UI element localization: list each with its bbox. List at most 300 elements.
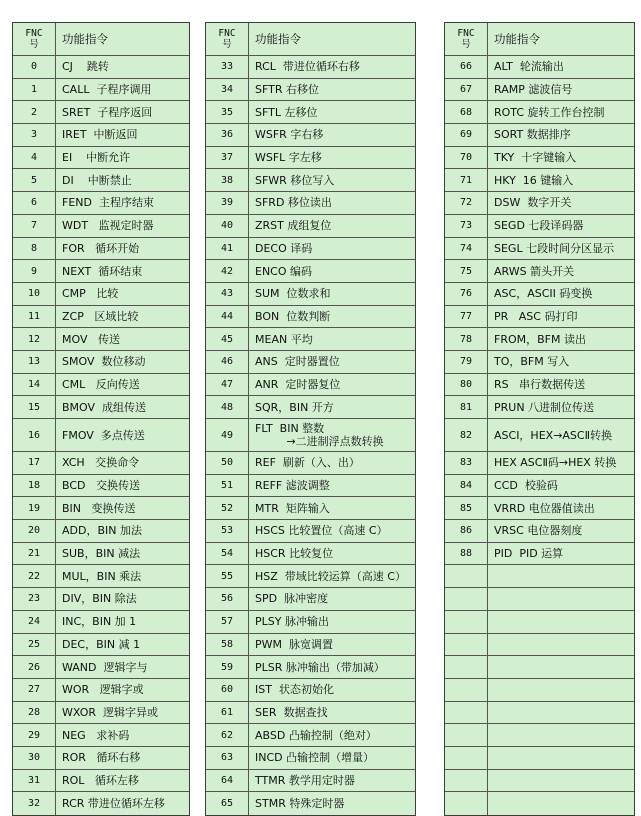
fnc-number: 61	[206, 702, 249, 724]
function-instruction: ASC，ASCII 码变换	[494, 287, 593, 301]
fnc-number: 59	[206, 656, 249, 678]
function-instruction: DIV，BIN 除法	[62, 592, 137, 606]
fnc-number: 24	[13, 611, 56, 633]
fnc-number	[445, 679, 488, 701]
table-row	[206, 543, 415, 566]
table-row	[445, 497, 634, 520]
table-row	[206, 419, 415, 452]
table-row	[13, 565, 189, 588]
function-instruction: SFTR 右移位	[255, 83, 319, 97]
table-row	[445, 475, 634, 498]
table-row	[13, 215, 189, 238]
fnc-number: 66	[445, 56, 488, 78]
function-instruction: DI 中断禁止	[62, 173, 132, 187]
table-header	[13, 23, 189, 56]
table-row	[13, 238, 189, 261]
fnc-number: 45	[206, 328, 249, 350]
table-row	[445, 79, 634, 102]
fnc-number: 38	[206, 169, 249, 191]
function-instruction: SPD 脉冲密度	[255, 592, 329, 606]
function-instruction: MOV 传送	[62, 332, 120, 346]
function-instruction: FMOV 多点传送	[62, 428, 145, 442]
table-row	[445, 679, 634, 702]
table-row	[445, 543, 634, 566]
table-row	[206, 192, 415, 215]
fnc-number: 34	[206, 79, 249, 101]
table-row	[13, 101, 189, 124]
function-instruction	[488, 565, 634, 587]
table-row	[13, 611, 189, 634]
function-instruction: SRET 子程序返回	[62, 105, 153, 119]
function-header: 功能指令	[494, 31, 540, 46]
table-row	[13, 124, 189, 147]
fnc-number: 86	[445, 520, 488, 542]
function-instruction: TO，BFM 写入	[494, 355, 570, 369]
table-row	[445, 396, 634, 419]
function-instruction: WXOR 逻辑字异或	[62, 705, 159, 719]
function-header: 功能指令	[255, 31, 301, 46]
table-row	[445, 634, 634, 657]
table-row	[445, 520, 634, 543]
fnc-number: 80	[445, 374, 488, 396]
fnc-number: 81	[445, 396, 488, 418]
function-instruction: SER 数据查找	[255, 705, 328, 719]
fnc-number: 78	[445, 328, 488, 350]
table-row	[206, 702, 415, 725]
table-row	[445, 169, 634, 192]
table-row	[445, 419, 634, 452]
fnc-number: 37	[206, 147, 249, 169]
table-row	[206, 565, 415, 588]
table-row	[206, 724, 415, 747]
table-row	[13, 56, 189, 79]
function-instruction: EI 中断允许	[62, 151, 131, 165]
function-instruction: MUL，BIN 乘法	[62, 569, 142, 583]
function-instruction	[488, 588, 634, 610]
table-row	[445, 565, 634, 588]
fnc-number: 44	[206, 306, 249, 328]
function-instruction: WDT 监视定时器	[62, 219, 154, 233]
table-row	[206, 497, 415, 520]
function-instruction: HSCS 比较置位（高速 C）	[255, 524, 388, 538]
function-instruction: DECO 译码	[255, 241, 313, 255]
table-header	[206, 23, 415, 56]
function-instruction: CCD 校验码	[494, 479, 558, 493]
fnc-header-line2: 号	[222, 39, 232, 50]
table-row	[445, 770, 634, 793]
table-row	[13, 792, 189, 815]
table-row	[13, 79, 189, 102]
table-row	[445, 192, 634, 215]
function-instruction: PR ASC 码打印	[494, 309, 578, 323]
table-row	[206, 238, 415, 261]
function-instruction: XCH 交换命令	[62, 456, 140, 470]
function-instruction	[488, 611, 634, 633]
function-instruction: STMR 特殊定时器	[255, 797, 345, 811]
fnc-number: 41	[206, 238, 249, 260]
function-instruction: VRRD 电位器值读出	[494, 501, 595, 515]
fnc-number: 9	[13, 260, 56, 282]
fnc-number-header	[206, 23, 249, 55]
table-row	[13, 396, 189, 419]
fnc-number: 6	[13, 192, 56, 214]
table-row	[445, 656, 634, 679]
function-instruction	[488, 634, 634, 656]
table-row	[13, 634, 189, 657]
fnc-number	[445, 702, 488, 724]
function-instruction: FOR 循环开始	[62, 241, 140, 255]
table-row	[206, 679, 415, 702]
fnc-number: 2	[13, 101, 56, 123]
table-row	[445, 328, 634, 351]
fnc-number: 19	[13, 497, 56, 519]
fnc-number	[445, 565, 488, 587]
table-row	[206, 351, 415, 374]
table-row	[206, 634, 415, 657]
table-row	[445, 611, 634, 634]
fnc-number: 70	[445, 147, 488, 169]
table-row	[206, 588, 415, 611]
function-instruction: ABSD 凸输控制（绝对）	[255, 728, 377, 742]
table-row	[206, 169, 415, 192]
fnc-number	[445, 611, 488, 633]
fnc-number: 3	[13, 124, 56, 146]
fnc-number: 28	[13, 702, 56, 724]
function-instruction: SUM 位数求和	[255, 287, 331, 301]
function-instruction: ROTC 旋转工作台控制	[494, 105, 605, 119]
function-instruction: PLSR 脉冲输出（带加减）	[255, 660, 385, 674]
fnc-number: 23	[13, 588, 56, 610]
table-row	[206, 283, 415, 306]
fnc-number: 40	[206, 215, 249, 237]
function-instruction: RAMP 滤波信号	[494, 83, 573, 97]
table-row	[13, 747, 189, 770]
table-row	[445, 215, 634, 238]
table-row	[445, 792, 634, 815]
function-instruction: WAND 逻辑字与	[62, 660, 148, 674]
fnc-number: 47	[206, 374, 249, 396]
fnc-number: 82	[445, 419, 488, 451]
fnc-number: 10	[13, 283, 56, 305]
fnc-number: 53	[206, 520, 249, 542]
function-instruction: CMP 比较	[62, 287, 119, 301]
table-row	[206, 656, 415, 679]
fnc-number: 5	[13, 169, 56, 191]
fnc-number: 39	[206, 192, 249, 214]
function-instruction: ANR 定时器复位	[255, 377, 341, 391]
function-instruction: CALL 子程序调用	[62, 83, 152, 97]
table-row	[13, 475, 189, 498]
function-instruction: HSCR 比较复位	[255, 547, 334, 561]
table-row	[13, 497, 189, 520]
table-row	[206, 124, 415, 147]
function-instruction: SORT 数据排序	[494, 128, 571, 142]
fnc-number: 73	[445, 215, 488, 237]
fnc-number: 12	[13, 328, 56, 350]
function-instruction: ROL 循环左移	[62, 773, 139, 787]
fnc-number: 57	[206, 611, 249, 633]
function-instruction: SEGL 七段时间分区显示	[494, 241, 615, 255]
table-row	[445, 588, 634, 611]
function-instruction: WSFR 字右移	[255, 128, 324, 142]
table-row	[13, 328, 189, 351]
fnc-number	[445, 792, 488, 815]
table-row	[13, 679, 189, 702]
fnc-number: 56	[206, 588, 249, 610]
function-instruction: ANS 定时器置位	[255, 355, 340, 369]
function-instruction: MEAN 平均	[255, 332, 313, 346]
fnc-number: 64	[206, 770, 249, 792]
fnc-number: 77	[445, 306, 488, 328]
function-instruction: ZRST 成组复位	[255, 219, 332, 233]
fnc-number: 58	[206, 634, 249, 656]
fnc-number: 18	[13, 475, 56, 497]
table-row	[206, 147, 415, 170]
table-row	[13, 283, 189, 306]
fnc-number-header	[13, 23, 56, 55]
fnc-number-header	[445, 23, 488, 55]
fnc-number: 65	[206, 792, 249, 815]
fnc-number: 27	[13, 679, 56, 701]
function-instruction: ARWS 箭头开关	[494, 264, 575, 278]
function-instruction: WOR 逻辑字或	[62, 683, 144, 697]
table-row	[206, 770, 415, 793]
table-row	[13, 588, 189, 611]
fnc-number: 55	[206, 565, 249, 587]
table-row	[445, 283, 634, 306]
function-instruction: ZCP 区域比较	[62, 309, 139, 323]
fnc-number: 88	[445, 543, 488, 565]
function-instruction: BCD 交换传送	[62, 479, 140, 493]
function-instruction: INCD 凸输控制（增量）	[255, 751, 375, 765]
fnc-number: 43	[206, 283, 249, 305]
function-instruction: TTMR 教学用定时器	[255, 773, 355, 787]
table-row	[13, 419, 189, 452]
fnc-number: 76	[445, 283, 488, 305]
function-instruction: HSZ 带域比较运算（高速 C）	[255, 569, 406, 583]
fnc-number: 63	[206, 747, 249, 769]
table-row	[206, 374, 415, 397]
table-row	[445, 306, 634, 329]
fnc-number: 0	[13, 56, 56, 78]
fnc-number: 71	[445, 169, 488, 191]
table-row	[445, 374, 634, 397]
table-row	[13, 770, 189, 793]
fnc-number: 14	[13, 374, 56, 396]
function-instruction: ADD，BIN 加法	[62, 524, 142, 538]
function-instruction: RCR 带进位循环左移	[62, 797, 165, 811]
table-row	[445, 124, 634, 147]
fnc-table-1	[12, 22, 190, 816]
fnc-number: 62	[206, 724, 249, 746]
function-instruction	[488, 679, 634, 701]
function-header: 功能指令	[62, 31, 108, 46]
function-instruction: PLSY 脉冲输出	[255, 615, 329, 629]
function-instruction: SUB，BIN 减法	[62, 547, 141, 561]
table-row	[206, 79, 415, 102]
fnc-number: 22	[13, 565, 56, 587]
table-row	[206, 328, 415, 351]
fnc-number: 84	[445, 475, 488, 497]
fnc-number: 79	[445, 351, 488, 373]
fnc-number: 75	[445, 260, 488, 282]
table-row	[13, 702, 189, 725]
fnc-number: 51	[206, 475, 249, 497]
table-row	[13, 351, 189, 374]
table-row	[445, 260, 634, 283]
table-row	[445, 724, 634, 747]
fnc-header-line1: FNC	[218, 28, 236, 39]
function-instruction: CJ 跳转	[62, 60, 109, 74]
table-row	[206, 520, 415, 543]
function-instruction	[488, 747, 634, 769]
fnc-header-line2: 号	[29, 39, 39, 50]
table-row	[206, 747, 415, 770]
function-instruction: PID PID 运算	[494, 547, 564, 561]
fnc-number: 20	[13, 520, 56, 542]
table-row	[206, 215, 415, 238]
fnc-number: 72	[445, 192, 488, 214]
table-row	[445, 238, 634, 261]
fnc-number: 8	[13, 238, 56, 260]
fnc-number: 7	[13, 215, 56, 237]
function-instruction: NEXT 循环结束	[62, 264, 143, 278]
table-row	[445, 747, 634, 770]
fnc-number: 31	[13, 770, 56, 792]
function-instruction: SMOV 数位移动	[62, 355, 146, 369]
fnc-number: 52	[206, 497, 249, 519]
fnc-number: 26	[13, 656, 56, 678]
fnc-table-2	[205, 22, 416, 816]
function-instruction	[488, 792, 634, 815]
table-row	[13, 260, 189, 283]
fnc-header-line2: 号	[461, 39, 471, 50]
fnc-header-line1: FNC	[457, 28, 475, 39]
fnc-number: 67	[445, 79, 488, 101]
fnc-number: 30	[13, 747, 56, 769]
table-row	[445, 56, 634, 79]
function-instruction: IST 状态初始化	[255, 683, 334, 697]
function-instruction: NEG 求补码	[62, 728, 130, 742]
fnc-header-line1: FNC	[25, 28, 43, 39]
table-row	[13, 520, 189, 543]
fnc-number: 60	[206, 679, 249, 701]
fnc-number: 4	[13, 147, 56, 169]
function-instruction: SFWR 移位写入	[255, 173, 335, 187]
function-instruction	[488, 656, 634, 678]
table-row	[445, 702, 634, 725]
fnc-number: 33	[206, 56, 249, 78]
table-row	[206, 611, 415, 634]
function-instruction: RCL 带进位循环右移	[255, 60, 360, 74]
fnc-number: 17	[13, 452, 56, 474]
table-row	[13, 147, 189, 170]
function-instruction: BON 位数判断	[255, 309, 331, 323]
table-row	[445, 452, 634, 475]
fnc-number: 46	[206, 351, 249, 373]
fnc-number: 16	[13, 419, 56, 451]
function-instruction: INC，BIN 加 1	[62, 615, 137, 629]
table-row	[445, 101, 634, 124]
fnc-table-3	[444, 22, 635, 816]
table-row	[206, 475, 415, 498]
table-row	[13, 374, 189, 397]
function-instruction: SQR，BIN 开方	[255, 400, 334, 414]
table-row	[13, 724, 189, 747]
table-row	[206, 260, 415, 283]
fnc-number: 68	[445, 101, 488, 123]
table-row	[206, 306, 415, 329]
table-row	[206, 396, 415, 419]
table-row	[206, 56, 415, 79]
function-instruction: IRET 中断返回	[62, 128, 138, 142]
fnc-number: 49	[206, 419, 249, 451]
fnc-number: 54	[206, 543, 249, 565]
function-instruction: BIN 变换传送	[62, 501, 136, 515]
fnc-number: 50	[206, 452, 249, 474]
fnc-number: 32	[13, 792, 56, 815]
function-instruction	[488, 770, 634, 792]
function-instruction: SFRD 移位读出	[255, 196, 332, 210]
table-header	[445, 23, 634, 56]
fnc-number	[445, 634, 488, 656]
function-instruction: RS 串行数据传送	[494, 377, 586, 391]
fnc-number	[445, 747, 488, 769]
function-instruction	[488, 702, 634, 724]
function-instruction: HEX ASCⅡ码→HEX 转换	[494, 456, 617, 470]
function-instruction: REF 刷新（入、出）	[255, 456, 360, 470]
fnc-number: 13	[13, 351, 56, 373]
table-row	[13, 306, 189, 329]
fnc-number: 1	[13, 79, 56, 101]
fnc-number: 25	[13, 634, 56, 656]
table-row	[206, 792, 415, 815]
table-row	[13, 452, 189, 475]
function-instruction: SFTL 左移位	[255, 105, 318, 119]
function-instruction: FEND 主程序结束	[62, 196, 154, 210]
function-instruction: TKY 十字键输入	[494, 151, 577, 165]
fnc-number: 29	[13, 724, 56, 746]
function-instruction: BMOV 成组传送	[62, 400, 147, 414]
fnc-number: 85	[445, 497, 488, 519]
function-instruction: FLT BIN 整数 →二进制浮点数转换	[255, 422, 384, 448]
fnc-number: 83	[445, 452, 488, 474]
function-instruction: PWM 脉宽调置	[255, 637, 333, 651]
fnc-number: 35	[206, 101, 249, 123]
table-row	[13, 543, 189, 566]
function-instruction: REFF 滤波调整	[255, 479, 330, 493]
table-row	[13, 192, 189, 215]
function-instruction: HKY 16 键输入	[494, 173, 574, 187]
fnc-number: 21	[13, 543, 56, 565]
function-instruction: CML 反向传送	[62, 377, 140, 391]
function-instruction: VRSC 电位器刻度	[494, 524, 583, 538]
fnc-number: 11	[13, 306, 56, 328]
table-row	[13, 656, 189, 679]
function-instruction: PRUN 八进制位传送	[494, 400, 595, 414]
fnc-number: 48	[206, 396, 249, 418]
fnc-number	[445, 656, 488, 678]
table-row	[206, 452, 415, 475]
function-instruction: DSW 数字开关	[494, 196, 572, 210]
function-instruction: ALT 轮流输出	[494, 60, 564, 74]
function-instruction	[488, 724, 634, 746]
fnc-number	[445, 588, 488, 610]
table-row	[445, 351, 634, 374]
fnc-number	[445, 770, 488, 792]
fnc-number: 42	[206, 260, 249, 282]
function-instruction: FROM，BFM 读出	[494, 332, 586, 346]
